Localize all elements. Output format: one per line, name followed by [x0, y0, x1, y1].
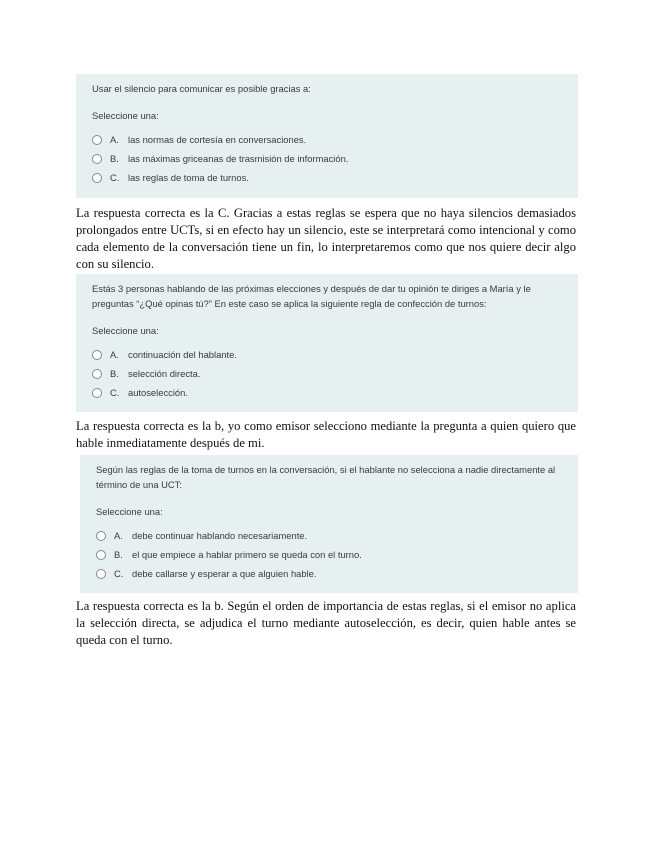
answer-explanation-3: La respuesta correcta es la b. Según el orden de importancia de estas reglas, si el emisor no aplica la selección directa, se adjudica el turno mediante autoselección, es decir, quien hable antes se queda con el turno. [76, 599, 576, 647]
option-a[interactable] [92, 345, 560, 364]
options-list [92, 130, 558, 187]
question-box-1 [76, 74, 578, 198]
option-letter: B. [114, 549, 123, 560]
option-text: selección directa. [128, 368, 201, 379]
answer-explanation-2: La respuesta correcta es la b, yo como emisor selecciono mediante la pregunta a quien quiero que hable inmediatamente después de mi. [76, 419, 576, 450]
radio-button[interactable] [92, 173, 102, 183]
radio-button[interactable] [92, 135, 102, 145]
option-letter: B. [110, 153, 119, 164]
radio-button[interactable] [92, 350, 102, 360]
radio-button[interactable] [92, 388, 102, 398]
option-b[interactable] [92, 149, 558, 168]
option-a[interactable] [92, 130, 558, 149]
option-c[interactable] [92, 383, 560, 402]
question-text: Usar el silencio para comunicar es posible gracias a: [92, 83, 311, 94]
options-list [92, 345, 560, 402]
option-letter: C. [110, 387, 120, 398]
option-text: las máximas griceanas de trasmisión de información. [128, 153, 349, 164]
option-text: continuación del hablante. [128, 349, 237, 360]
option-letter: C. [110, 172, 120, 183]
answer-explanation-1: La respuesta correcta es la C. Gracias a estas reglas se espera que no haya silencios demasiados prolongados entre UCTs, si en efecto hay un silencio, este se interpretará como intencional y como cada elemento de la conversación tiene un fin, lo interpretaremos como que nos quiere decir algo con su silencio. [76, 206, 576, 271]
option-text: debe callarse y esperar a que alguien hable. [132, 568, 317, 579]
select-one-label: Seleccione una: [96, 506, 163, 517]
option-text: las normas de cortesía en conversaciones. [128, 134, 307, 145]
select-one-label: Seleccione una: [92, 325, 159, 336]
option-letter: A. [110, 349, 119, 360]
option-letter: C. [114, 568, 124, 579]
option-a[interactable] [96, 526, 560, 545]
option-text: las reglas de toma de turnos. [128, 172, 249, 183]
option-c[interactable] [96, 564, 560, 583]
radio-button[interactable] [96, 550, 106, 560]
question-text: Estás 3 personas hablando de las próximas elecciones y después de dar tu opinión te diriges a María y le preguntas “¿Qué opinas tú?” En este caso se aplica la siguiente regla de confección de turnos: [92, 283, 531, 309]
option-letter: B. [110, 368, 119, 379]
radio-button[interactable] [92, 154, 102, 164]
question-text: Según las reglas de la toma de turnos en la conversación, si el hablante no selecciona a nadie directamente al término de una UCT: [96, 464, 556, 490]
radio-button[interactable] [92, 369, 102, 379]
option-letter: A. [114, 530, 123, 541]
radio-button[interactable] [96, 569, 106, 579]
option-c[interactable] [92, 168, 558, 187]
option-b[interactable] [92, 364, 560, 383]
option-text: el que empiece a hablar primero se queda con el turno. [132, 549, 362, 560]
select-one-label: Seleccione una: [92, 110, 159, 121]
option-letter: A. [110, 134, 119, 145]
question-box-2 [76, 274, 578, 412]
option-text: autoselección. [128, 387, 188, 398]
option-b[interactable] [96, 545, 560, 564]
radio-button[interactable] [96, 531, 106, 541]
options-list [96, 526, 560, 583]
option-text: debe continuar hablando necesariamente. [132, 530, 308, 541]
question-box-3 [80, 455, 578, 593]
